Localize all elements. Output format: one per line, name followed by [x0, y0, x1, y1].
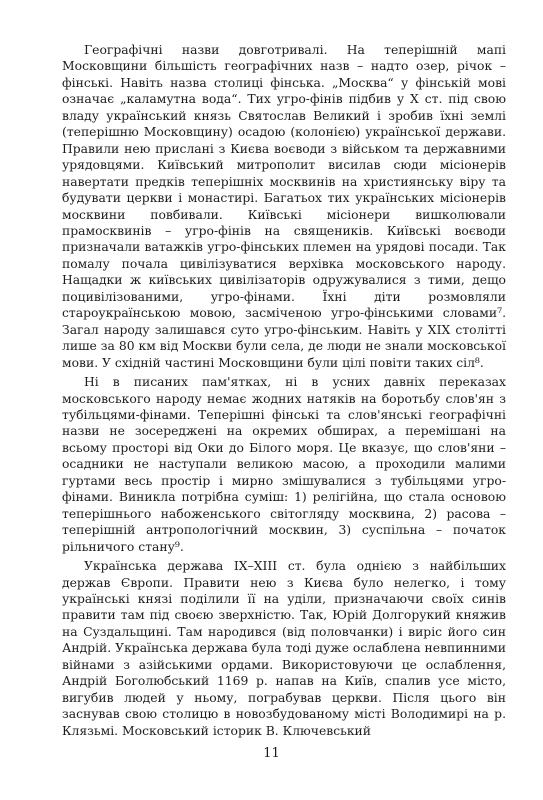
paragraph-1: Географічні назви довготривалі. На теперішній мапі Московщини більшість географічних назв – надто озер, річок – фінські. Навіть назва столиці фінська. „Москва“ у фінській мові означає „каламутна вода“. Тих угро-фінів підбив у Х ст. під свою владу український князь Святослав Великий і зробив їхні землі (теперішню Московщину) осадою (колонією) української держави. Правили нею прислані з Києва воєводи з військом та державними урядовцями. Київський митрополит висилав сюди місіонерів навертати предків теперішніх москвинів на християнську віру та будувати церкви і монастирі. Багатьох тих українських місіонерів москвини повбивали. Київські місіонери вишколювали прамосквинів – угро-фінів на священиків. Київські воєводи призначали ватажків угро-фінських племен на урядові посади. Так помалу почала цивілізуватися верхівка московського народу. Нащадки ж київських цивілізаторів одружувалися з тими, дещо поцивілізованими, угро-фінами. Їхні діти розмовляли староукраїнською мовою, засміченою угро-фінськими словами⁷. Загал народу залишався суто угро-фінським. Навіть у XIX столітті лише за 80 км від Москви були села, де люди не знали московської мови. У східній частині Московщини були цілі повіти таких сіл⁸.: [62, 43, 506, 370]
paragraph-2: Ні в писаних пам'ятках, ні в усних давніх переказах московського народу немає жодних натяків на боротьбу слов'ян з тубільцями-фінами. Теперішні фінські та слов'янські географічні назви не зосереджені на окремих обширах, а перемішані на всьому просторі від Оки до Білого моря. Це вказує, що слов'яни – осадники не наступали великою масою, а проходили малими гуртами весь простір і мирно змішувалися з тубільцями угро-фінами. Виникла потрібна суміш: 1) релігійна, що стала основою теперішнього набоженського світогляду москвина, 2) расова – теперішній антропологічний москвин, 3) суспільна – початок рільничого стану⁹.: [62, 375, 506, 554]
body-text: [62, 42, 506, 739]
paragraph-3: Українська держава IX–XIII ст. була однією з найбільших держав Європи. Правити нею з Києва було нелегко, і тому українські князі поділили її на уділи, призначаючи своїх синів правити там під своєю зверхністю. Так, Юрій Долгорукий княжив на Суздальщині. Там народився (від половчанки) і виріс його син Андрій. Українська держава була тоді дуже ослаблена невпинними війнами з азійськими ордами. Використовуючи це ослаблення, Андрій Боголюбський 1169 р. напав на Київ, спалив усе місто, вигубив людей у ньому, пограбував церкви. Після цього він заснував свою столицю в новозбудованому місті Володимирі на р. Клязьмі. Московський історик В. Ключевський: [62, 559, 506, 738]
page-number: 11: [263, 746, 280, 761]
